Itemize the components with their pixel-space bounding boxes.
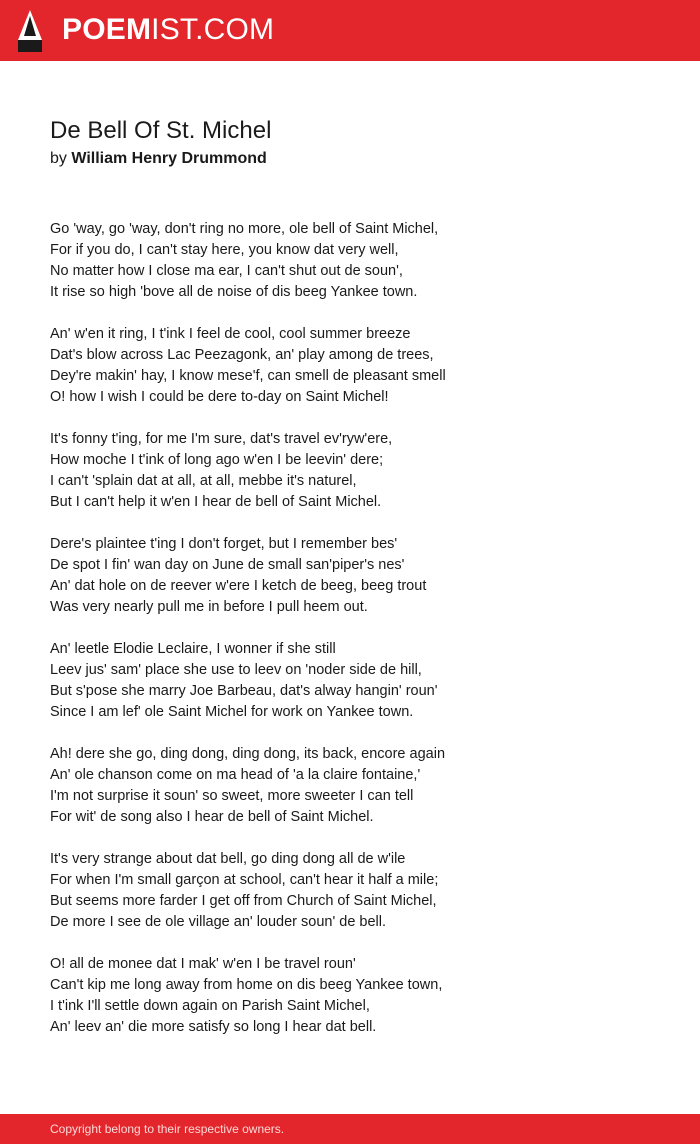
poem-line: An' leev an' die more satisfy so long I hear dat bell. <box>50 1019 377 1035</box>
poem-line: Dat's blow across Lac Peezagonk, an' play among de trees, <box>50 347 434 363</box>
poem-line: No matter how I close ma ear, I can't shut out de soun', <box>50 263 403 279</box>
poem-line: It's very strange about dat bell, go ding dong all de w'ile <box>50 851 406 867</box>
poem-line: An' w'en it ring, I t'ink I feel de cool, cool summer breeze <box>50 326 411 342</box>
poem-line: For wit' de song also I hear de bell of Saint Michel. <box>50 809 374 825</box>
site-footer <box>0 1114 700 1144</box>
poem-line: It's fonny t'ing, for me I'm sure, dat's travel ev'ryw'ere, <box>50 431 393 447</box>
poem-line: But I can't help it w'en I hear de bell of Saint Michel. <box>50 494 382 510</box>
poem-line: De more I see de ole village an' louder soun' de bell. <box>50 914 387 930</box>
stanza <box>50 849 670 933</box>
stanza <box>50 744 670 828</box>
poem-line: How moche I t'ink of long ago w'en I be leevin' dere; <box>50 452 384 468</box>
pencil-logo-icon[interactable] <box>18 10 42 52</box>
copyright-text: Copyright belong to their respective owners. <box>50 1122 285 1136</box>
by-label: by <box>50 150 67 167</box>
poem-line: Can't kip me long away from home on dis beeg Yankee town, <box>50 977 443 993</box>
poem-title: De Bell Of St. Michel <box>50 117 272 144</box>
poem-line: I can't 'splain dat at all, at all, mebbe it's naturel, <box>50 473 357 489</box>
poem-line: It rise so high 'bove all de noise of dis beeg Yankee town. <box>50 284 418 300</box>
poem-line: For if you do, I can't stay here, you know dat very well, <box>50 242 399 258</box>
poem-line: For when I'm small garçon at school, can't hear it half a mile; <box>50 872 439 888</box>
poem-author: William Henry Drummond <box>71 150 267 167</box>
poem-line: Leev jus' sam' place she use to leev on 'noder side de hill, <box>50 662 422 678</box>
poem-line: An' ole chanson come on ma head of 'a la claire fontaine,' <box>50 767 421 783</box>
poem-line: Dere's plaintee t'ing I don't forget, but I remember bes' <box>50 536 398 552</box>
site-logo-text[interactable] <box>62 13 274 47</box>
poem-line: An' dat hole on de reever w'ere I ketch de beeg, beeg trout <box>50 578 427 594</box>
poem-line: Ah! dere she go, ding dong, ding dong, its back, encore again <box>50 746 446 762</box>
poem-body <box>50 219 670 1059</box>
poem-line: Go 'way, go 'way, don't ring no more, ole bell of Saint Michel, <box>50 221 439 237</box>
stanza <box>50 324 670 408</box>
poem-line: But seems more farder I get off from Church of Saint Michel, <box>50 893 437 909</box>
stanza <box>50 639 670 723</box>
poem-line: I t'ink I'll settle down again on Parish Saint Michel, <box>50 998 370 1014</box>
poem-line: Was very nearly pull me in before I pull heem out. <box>50 599 368 615</box>
poem-line: An' leetle Elodie Leclaire, I wonner if she still <box>50 641 336 657</box>
logo-rest-text: IST.COM <box>151 13 275 46</box>
poem-line: O! all de monee dat I mak' w'en I be travel roun' <box>50 956 356 972</box>
stanza <box>50 954 670 1038</box>
stanza <box>50 219 670 303</box>
site-header <box>0 0 700 61</box>
poem-byline <box>50 149 267 169</box>
poem-line: De spot I fin' wan day on June de small san'piper's nes' <box>50 557 405 573</box>
poem-line: Since I am lef' ole Saint Michel for work on Yankee town. <box>50 704 414 720</box>
logo-bold-text: POEM <box>62 13 152 46</box>
poem-line: Dey're makin' hay, I know mese'f, can smell de pleasant smell <box>50 368 446 384</box>
stanza <box>50 429 670 513</box>
stanza <box>50 534 670 618</box>
poem-line: O! how I wish I could be dere to-day on Saint Michel! <box>50 389 389 405</box>
poem-line: But s'pose she marry Joe Barbeau, dat's alway hangin' roun' <box>50 683 438 699</box>
poem-line: I'm not surprise it soun' so sweet, more sweeter I can tell <box>50 788 414 804</box>
